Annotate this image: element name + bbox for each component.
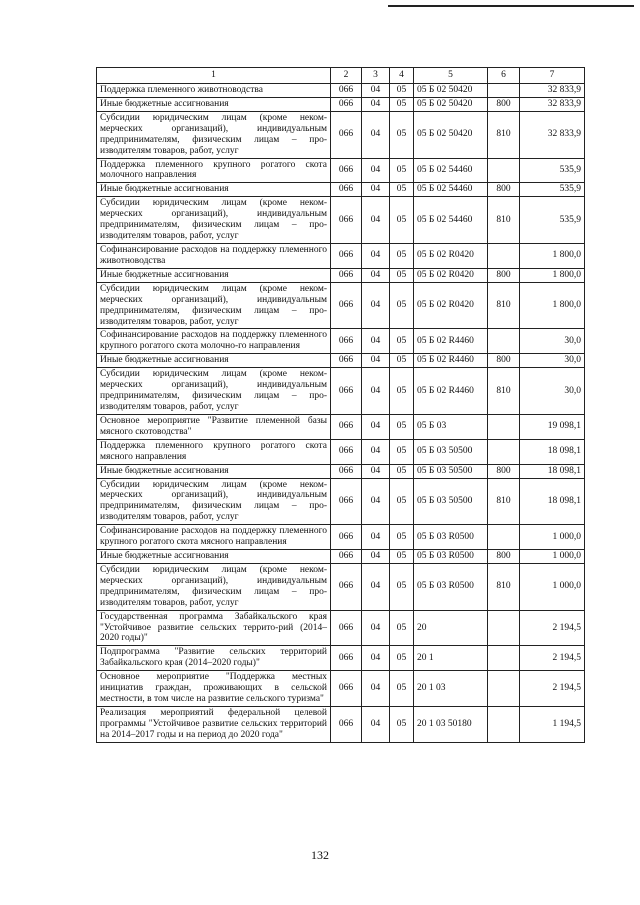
row-name-cell: Иные бюджетные ассигнования [97,550,331,564]
table-row [97,671,585,707]
row-name-cell: Субсидии юридическим лицам (кроме неком-мерческих организаций), индивидуальным предпринимателям, физическим лицам – про-изводителям товаров, работ, услуг [97,368,331,415]
amount-cell: 1 194,5 [520,707,585,743]
table-row [97,243,585,268]
row-name-cell: Подпрограмма "Развитие сельских территорий Забайкальского края (2014–2020 годы)" [97,646,331,671]
table-row [97,329,585,354]
expense-type-cell: 810 [488,478,520,525]
row-name-cell: Основное мероприятие "Поддержка местных инициатив граждан, проживающих в сельской местности, в том числе на развитие сельского туризма" [97,671,331,707]
table-row [97,183,585,197]
expense-type-cell [488,414,520,439]
section-code-cell: 04 [362,525,390,550]
row-name-cell: Поддержка племенного крупного рогатого скота молочного направления [97,158,331,183]
section-code-cell: 04 [362,478,390,525]
grbs-code-cell: 066 [331,646,362,671]
target-article-cell: 05 Б 02 R4460 [414,354,488,368]
target-article-cell: 05 Б 02 R4460 [414,329,488,354]
header-row [97,68,585,84]
amount-cell: 19 098,1 [520,414,585,439]
target-article-cell: 05 Б 03 R0500 [414,525,488,550]
table-row [97,707,585,743]
grbs-code-cell: 066 [331,525,362,550]
section-code-cell: 04 [362,414,390,439]
section-code-cell: 04 [362,268,390,282]
expense-type-cell: 810 [488,111,520,158]
grbs-code-cell: 066 [331,197,362,244]
subsection-code-cell: 05 [390,478,414,525]
table-row [97,439,585,464]
row-name-cell: Субсидии юридическим лицам (кроме неком-мерческих организаций), индивидуальным предпринимателям, физическим лицам – про-изводителям товаров, работ, услуг [97,111,331,158]
table-row [97,158,585,183]
subsection-code-cell: 05 [390,97,414,111]
expense-type-cell [488,610,520,646]
amount-cell: 2 194,5 [520,646,585,671]
grbs-code-cell: 066 [331,439,362,464]
expense-type-cell: 810 [488,563,520,610]
row-name-cell: Софинансирование расходов на поддержку племенного крупного рогатого скота молочно-го направления [97,329,331,354]
subsection-code-cell: 05 [390,707,414,743]
subsection-code-cell: 05 [390,646,414,671]
grbs-code-cell: 066 [331,414,362,439]
amount-cell: 1 800,0 [520,282,585,329]
table-row [97,354,585,368]
header-cell: 1 [97,68,331,84]
row-name-cell: Иные бюджетные ассигнования [97,183,331,197]
amount-cell: 18 098,1 [520,464,585,478]
table-row [97,84,585,98]
section-code-cell: 04 [362,646,390,671]
target-article-cell: 05 Б 02 54460 [414,197,488,244]
subsection-code-cell: 05 [390,268,414,282]
amount-cell: 32 833,9 [520,111,585,158]
grbs-code-cell: 066 [331,268,362,282]
expense-type-cell: 810 [488,368,520,415]
target-article-cell: 05 Б 02 R4460 [414,368,488,415]
header-cell: 3 [362,68,390,84]
grbs-code-cell: 066 [331,84,362,98]
row-name-cell: Поддержка племенного животноводства [97,84,331,98]
row-name-cell: Субсидии юридическим лицам (кроме неком-мерческих организаций), индивидуальным предпринимателям, физическим лицам – про-изводителям товаров, работ, услуг [97,197,331,244]
subsection-code-cell: 05 [390,368,414,415]
table-row [97,97,585,111]
target-article-cell: 05 Б 02 50420 [414,97,488,111]
section-code-cell: 04 [362,707,390,743]
row-name-cell: Иные бюджетные ассигнования [97,354,331,368]
subsection-code-cell: 05 [390,183,414,197]
expense-type-cell: 800 [488,97,520,111]
subsection-code-cell: 05 [390,84,414,98]
subsection-code-cell: 05 [390,414,414,439]
section-code-cell: 04 [362,97,390,111]
amount-cell: 30,0 [520,354,585,368]
expense-type-cell: 800 [488,464,520,478]
amount-cell: 32 833,9 [520,97,585,111]
subsection-code-cell: 05 [390,197,414,244]
target-article-cell: 05 Б 02 R0420 [414,282,488,329]
section-code-cell: 04 [362,610,390,646]
amount-cell: 535,9 [520,158,585,183]
grbs-code-cell: 066 [331,464,362,478]
subsection-code-cell: 05 [390,671,414,707]
expense-type-cell: 800 [488,354,520,368]
row-name-cell: Поддержка племенного крупного рогатого скота мясного направления [97,439,331,464]
table-row [97,111,585,158]
expense-type-cell [488,158,520,183]
page-number: 132 [311,848,329,862]
grbs-code-cell: 066 [331,183,362,197]
target-article-cell: 05 Б 02 54460 [414,158,488,183]
table-row [97,414,585,439]
table-row [97,563,585,610]
header-cell: 5 [414,68,488,84]
section-code-cell: 04 [362,111,390,158]
subsection-code-cell: 05 [390,610,414,646]
subsection-code-cell: 05 [390,158,414,183]
table-row [97,197,585,244]
target-article-cell: 05 Б 03 [414,414,488,439]
row-name-cell: Государственная программа Забайкальского края "Устойчивое развитие сельских террито-рий (2014–2020 годы)" [97,610,331,646]
expense-type-cell [488,84,520,98]
amount-cell: 1 800,0 [520,268,585,282]
subsection-code-cell: 05 [390,439,414,464]
section-code-cell: 04 [362,563,390,610]
target-article-cell: 05 Б 02 54460 [414,183,488,197]
table-row [97,646,585,671]
row-name-cell: Иные бюджетные ассигнования [97,268,331,282]
target-article-cell: 05 Б 03 R0500 [414,563,488,610]
grbs-code-cell: 066 [331,158,362,183]
grbs-code-cell: 066 [331,282,362,329]
amount-cell: 2 194,5 [520,671,585,707]
subsection-code-cell: 05 [390,354,414,368]
header-cell: 2 [331,68,362,84]
target-article-cell: 05 Б 02 R0420 [414,268,488,282]
amount-cell: 1 000,0 [520,525,585,550]
amount-cell: 1 000,0 [520,563,585,610]
row-name-cell: Иные бюджетные ассигнования [97,464,331,478]
amount-cell: 30,0 [520,329,585,354]
section-code-cell: 04 [362,464,390,478]
target-article-cell: 20 1 03 [414,671,488,707]
expense-type-cell [488,439,520,464]
expense-type-cell: 800 [488,268,520,282]
grbs-code-cell: 066 [331,478,362,525]
subsection-code-cell: 05 [390,329,414,354]
grbs-code-cell: 066 [331,354,362,368]
amount-cell: 1 800,0 [520,243,585,268]
amount-cell: 18 098,1 [520,478,585,525]
target-article-cell: 05 Б 02 R0420 [414,243,488,268]
row-name-cell: Субсидии юридическим лицам (кроме неком-мерческих организаций), индивидуальным предпринимателям, физическим лицам – про-изводителям товаров, работ, услуг [97,478,331,525]
expense-type-cell [488,646,520,671]
grbs-code-cell: 066 [331,707,362,743]
expense-type-cell [488,243,520,268]
row-name-cell: Софинансирование расходов на поддержку племенного крупного рогатого скота мясного направления [97,525,331,550]
grbs-code-cell: 066 [331,563,362,610]
amount-cell: 32 833,9 [520,84,585,98]
amount-cell: 18 098,1 [520,439,585,464]
subsection-code-cell: 05 [390,282,414,329]
subsection-code-cell: 05 [390,563,414,610]
expense-type-cell: 810 [488,197,520,244]
header-cell: 7 [520,68,585,84]
header-cell: 4 [390,68,414,84]
table-row [97,478,585,525]
grbs-code-cell: 066 [331,368,362,415]
section-code-cell: 04 [362,197,390,244]
target-article-cell: 05 Б 03 R0500 [414,550,488,564]
target-article-cell: 05 Б 03 50500 [414,478,488,525]
target-article-cell: 05 Б 02 50420 [414,111,488,158]
grbs-code-cell: 066 [331,97,362,111]
subsection-code-cell: 05 [390,464,414,478]
amount-cell: 30,0 [520,368,585,415]
subsection-code-cell: 05 [390,243,414,268]
section-code-cell: 04 [362,183,390,197]
expense-type-cell: 800 [488,183,520,197]
amount-cell: 2 194,5 [520,610,585,646]
section-code-cell: 04 [362,243,390,268]
target-article-cell: 05 Б 03 50500 [414,439,488,464]
amount-cell: 1 000,0 [520,550,585,564]
table-row [97,368,585,415]
grbs-code-cell: 066 [331,550,362,564]
budget-table [96,67,585,743]
row-name-cell: Субсидии юридическим лицам (кроме неком-мерческих организаций), индивидуальным предпринимателям, физическим лицам – про-изводителям товаров, работ, услуг [97,282,331,329]
grbs-code-cell: 066 [331,111,362,158]
section-code-cell: 04 [362,368,390,415]
row-name-cell: Субсидии юридическим лицам (кроме неком-мерческих организаций), индивидуальным предпринимателям, физическим лицам – про-изводителям товаров, работ, услуг [97,563,331,610]
target-article-cell: 05 Б 03 50500 [414,464,488,478]
expense-type-cell [488,525,520,550]
expense-type-cell [488,671,520,707]
row-name-cell: Иные бюджетные ассигнования [97,97,331,111]
row-name-cell: Софинансирование расходов на поддержку племенного животноводства [97,243,331,268]
table-row [97,550,585,564]
subsection-code-cell: 05 [390,525,414,550]
target-article-cell: 20 [414,610,488,646]
grbs-code-cell: 066 [331,610,362,646]
expense-type-cell: 800 [488,550,520,564]
section-code-cell: 04 [362,329,390,354]
table-row [97,282,585,329]
table-row [97,268,585,282]
amount-cell: 535,9 [520,197,585,244]
target-article-cell: 20 1 [414,646,488,671]
table-row [97,464,585,478]
section-code-cell: 04 [362,84,390,98]
section-code-cell: 04 [362,282,390,329]
section-code-cell: 04 [362,671,390,707]
header-cell: 6 [488,68,520,84]
subsection-code-cell: 05 [390,111,414,158]
table-row [97,525,585,550]
expense-type-cell [488,329,520,354]
section-code-cell: 04 [362,550,390,564]
amount-cell: 535,9 [520,183,585,197]
subsection-code-cell: 05 [390,550,414,564]
section-code-cell: 04 [362,158,390,183]
target-article-cell: 05 Б 02 50420 [414,84,488,98]
table-row [97,610,585,646]
row-name-cell: Основное мероприятие "Развитие племенной базы мясного скотоводства" [97,414,331,439]
top-rule [388,5,634,7]
row-name-cell: Реализация мероприятий федеральной целевой программы "Устойчивое развитие сельских территорий на 2014–2017 годы и на период до 2020 года" [97,707,331,743]
section-code-cell: 04 [362,439,390,464]
grbs-code-cell: 066 [331,671,362,707]
expense-type-cell [488,707,520,743]
section-code-cell: 04 [362,354,390,368]
grbs-code-cell: 066 [331,329,362,354]
expense-type-cell: 810 [488,282,520,329]
grbs-code-cell: 066 [331,243,362,268]
target-article-cell: 20 1 03 50180 [414,707,488,743]
